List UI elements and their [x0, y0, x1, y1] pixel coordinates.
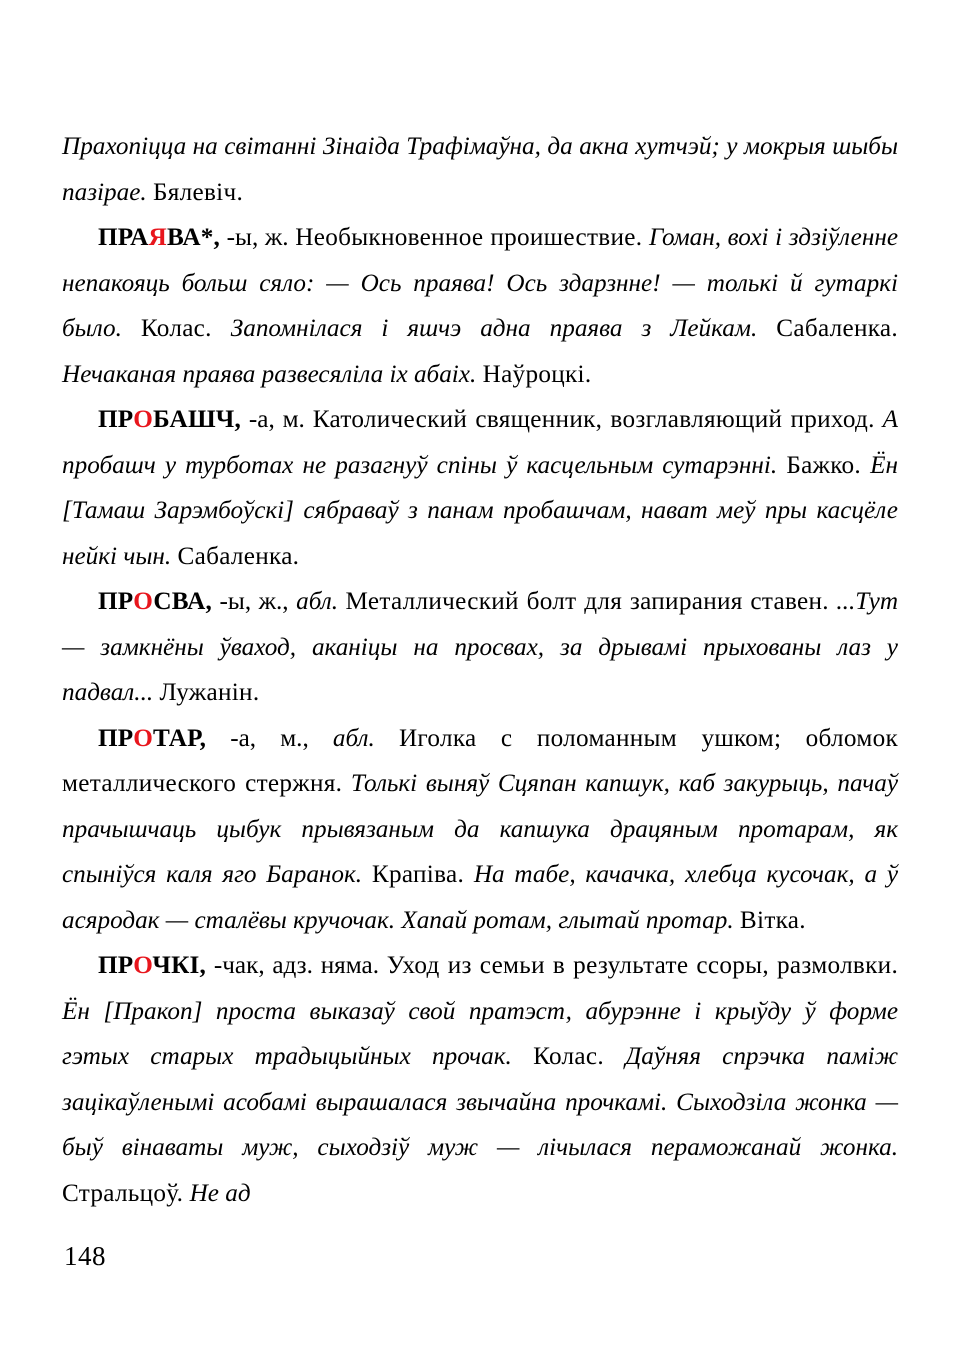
citation-source: Вітка.	[739, 906, 806, 934]
dictionary-entry-prochki	[62, 943, 898, 1216]
citation-source: Сабаленка.	[177, 542, 300, 570]
citation-quote: Ён [Пракоп] проста выказаў свой пратэст, абурэнне і крыўду ў форме гэтых старых традыцыйных прочак.	[62, 997, 898, 1070]
dictionary-entry-protar	[62, 716, 898, 944]
citation-source: Колас.	[533, 1043, 604, 1070]
usage-label: абл.	[332, 724, 375, 752]
usage-label: абл.	[296, 588, 339, 615]
definition: Иголка с поломанным ушком; обломок металлического стержня.	[62, 724, 898, 797]
citation-quote: На табе, качачка, хлебца кусочак, а ў асяродак — сталёвы кручочак. Хапай ротам, глытай протар.	[62, 861, 898, 934]
headword	[98, 406, 241, 433]
grammar-tag: -чак, адз. няма.	[213, 952, 380, 979]
citation-quote: Прахопіцца на світанні Зінаіда Трафімаўна, да акна хутчэй; у мокрыя шыбы пазірае.	[62, 133, 898, 206]
dictionary-entry-prajava	[62, 215, 898, 397]
headword-stressed-vowel: О	[133, 588, 154, 615]
citation-quote: Ён [Тамаш Зарэмбоўскі] сябраваў з панам пробашчам, нават меў пры касцёле нейкі чын.	[62, 451, 899, 570]
citation-quote: Даўняя спрэчка паміж зацікаўленымі асобамі вырашалася звычайна прочкамі. Сыходзіла жонка — быў вінаваты муж, сыходзіў муж — лічылася пераможанай жонка.	[62, 1043, 899, 1161]
grammar-tag: -а, м.	[248, 406, 305, 433]
citation-quote: Запомнілася і яшчэ адна праява з Лейкам.	[230, 315, 758, 342]
headword	[98, 725, 206, 752]
continued-entry	[62, 124, 898, 215]
citation-source: Лужанін.	[159, 679, 260, 706]
citation-quote: Нечаканая праява развесяліла іх абаіх.	[62, 360, 477, 388]
headword-part-pre: ПР	[98, 406, 134, 433]
grammar-tag: -а, м.,	[230, 724, 309, 752]
headword-stressed-vowel: О	[133, 952, 153, 979]
headword	[98, 588, 212, 615]
citation-source: Бажко.	[786, 451, 862, 479]
definition: Католический священник, возглавляющий приход.	[312, 406, 875, 433]
headword-part-post: ЧКІ,	[152, 952, 207, 979]
citation-quote: А пробашч у турботах не разагнуў спіны ў касцельным сутарэнні.	[62, 406, 898, 479]
headword-part-post: ВА*,	[166, 224, 221, 251]
definition: Необыкновенное проишествие.	[295, 224, 643, 251]
headword-part-post: ТАР,	[153, 724, 207, 752]
citation-quote: Толькі выняў Сцяпан капшук, каб закурыць, пачаў прачышчаць цыбук прывязаным да капшука драцяным протарам, як спыніўся каля яго Баранок.	[62, 770, 898, 888]
definition: Уход из семьи в результате ссоры, размолвки.	[386, 952, 899, 979]
citation-quote: Гоман, вохі і здзіўленне непакояць больш сяло: — Ось праява! Ось здарзнне! — толькі й гутаркі было.	[62, 224, 898, 342]
headword-stressed-vowel: О	[133, 724, 154, 752]
headword-stressed-vowel: Я	[148, 224, 167, 251]
citation-source: Стральцоў.	[62, 1179, 184, 1207]
grammar-tag: -ы, ж.	[226, 224, 289, 251]
page-number: 148	[64, 1241, 106, 1271]
citation-source: Бялевіч.	[152, 178, 244, 206]
headword-part-post: БАШЧ,	[153, 406, 241, 433]
dictionary-page-body	[62, 124, 898, 1216]
headword	[98, 224, 220, 251]
citation-source: Крапіва.	[371, 861, 465, 888]
citation-quote-continued: Не ад	[189, 1179, 251, 1207]
headword-part-pre: ПР	[98, 588, 134, 615]
headword-stressed-vowel: О	[133, 406, 154, 433]
dictionary-entry-prosva	[62, 579, 898, 716]
citation-quote: ...Тут — замкнёны ўваход, аканіцы на просвах, за дрывамі прыхованы лаз у падвал...	[62, 588, 899, 706]
headword-part-pre: ПР	[98, 724, 134, 752]
citation-source: Сабаленка.	[776, 315, 899, 342]
citation-source: Наўроцкі.	[482, 360, 592, 388]
citation-source: Колас.	[140, 315, 212, 342]
definition: Металлический болт для запирания ставен.	[345, 588, 829, 615]
headword	[98, 952, 206, 979]
headword-part-post: СВА,	[153, 588, 213, 615]
headword-part-pre: ПРА	[98, 224, 149, 251]
grammar-tag: -ы, ж.,	[219, 588, 289, 615]
headword-part-pre: ПР	[98, 952, 134, 979]
dictionary-entry-probashch	[62, 397, 898, 579]
